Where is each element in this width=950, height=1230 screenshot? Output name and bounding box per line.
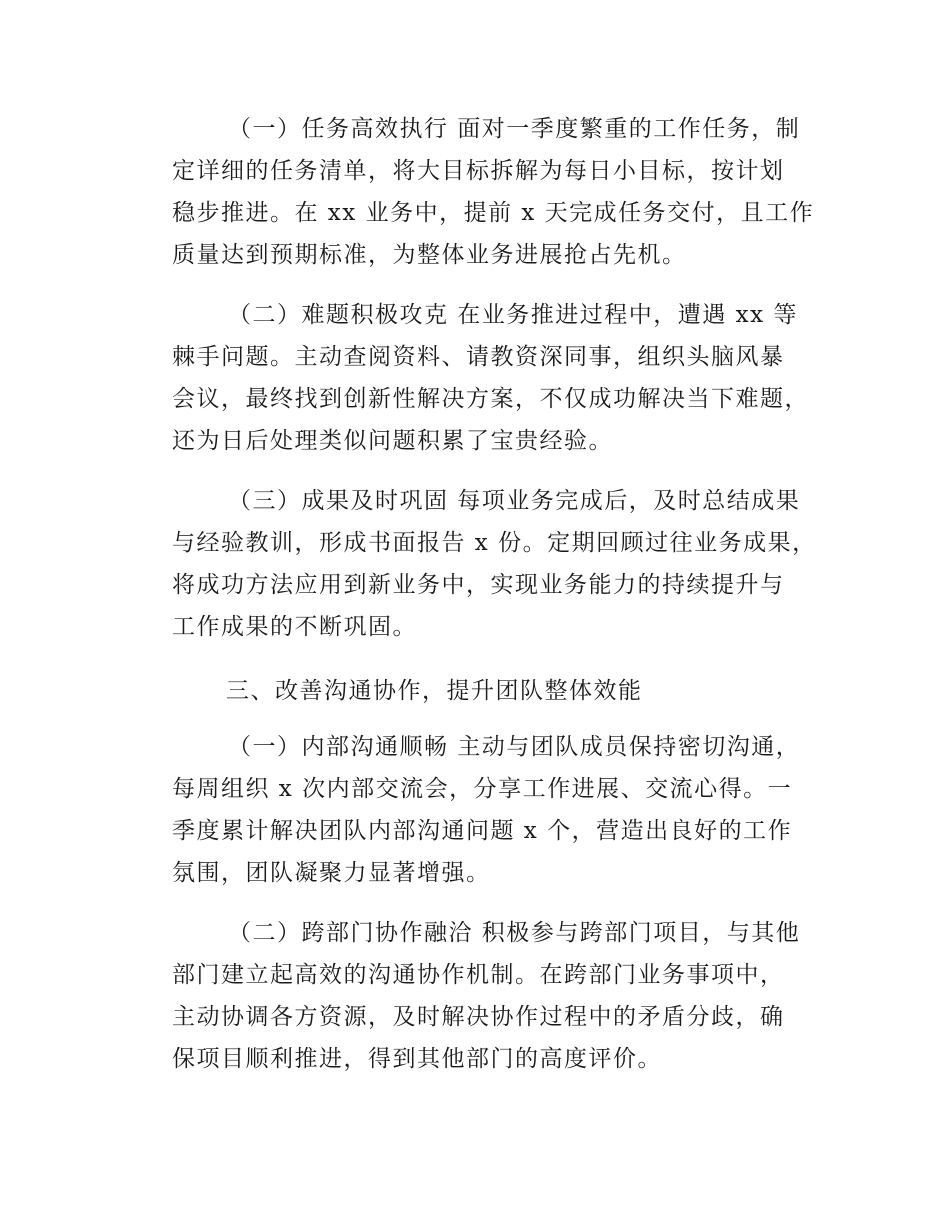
text-line: 定详细的任务清单，将大目标拆解为每日小目标，按计划 [172, 158, 785, 184]
text-line: 与经验教训，形成书面报告 x 份。定期回顾过往业务成果， [172, 530, 817, 556]
paragraph-cross-department [172, 912, 812, 1080]
text-line: 还为日后处理类似问题积累了宝贵经验。 [172, 428, 613, 454]
text-line: 每周组织 x 次内部交流会，分享工作进展、交流心得。一 [172, 776, 793, 802]
text-line: 质量达到预期标准，为整体业务进展抢占先机。 [172, 242, 687, 268]
text-line: 部门建立起高效的沟通协作机制。在跨部门业务事项中， [172, 962, 785, 988]
section-heading: 三、改善沟通协作，提升团队整体效能 [226, 678, 643, 704]
paragraph-results-consolidation [172, 480, 817, 648]
text-line: 会议，最终找到创新性解决方案，不仅成功解决当下难题， [172, 386, 809, 412]
text-line: 氛围，团队凝聚力显著增强。 [172, 860, 491, 886]
paragraph-task-execution [172, 108, 815, 276]
text-line: 保项目顺利推进，得到其他部门的高度评价。 [172, 1046, 662, 1072]
text-line: （二）难题积极攻克 在业务推进过程中，遭遇 xx 等 [228, 302, 798, 328]
text-line: （二）跨部门协作融洽 积极参与跨部门项目，与其他 [228, 920, 801, 946]
paragraph-problem-solving [172, 294, 812, 462]
text-line: （一）任务高效执行 面对一季度繁重的工作任务，制 [228, 116, 801, 142]
text-line: 主动协调各方资源，及时解决协作过程中的矛盾分歧，确 [172, 1004, 785, 1030]
text-line: （三）成果及时巩固 每项业务完成后，及时总结成果 [228, 488, 801, 514]
text-line: 稳步推进。在 xx 业务中，提前 x 天完成任务交付，且工作 [172, 200, 815, 226]
text-line: 工作成果的不断巩固。 [172, 614, 417, 640]
text-line: 将成功方法应用到新业务中，实现业务能力的持续提升与 [172, 572, 785, 598]
text-line: 棘手问题。主动查阅资料、请教资深同事，组织头脑风暴 [172, 344, 785, 370]
text-line: （一）内部沟通顺畅 主动与团队成员保持密切沟通， [228, 734, 801, 760]
paragraph-internal-communication [172, 726, 812, 894]
text-line: 季度累计解决团队内部沟通问题 x 个，营造出良好的工作 [172, 818, 793, 844]
